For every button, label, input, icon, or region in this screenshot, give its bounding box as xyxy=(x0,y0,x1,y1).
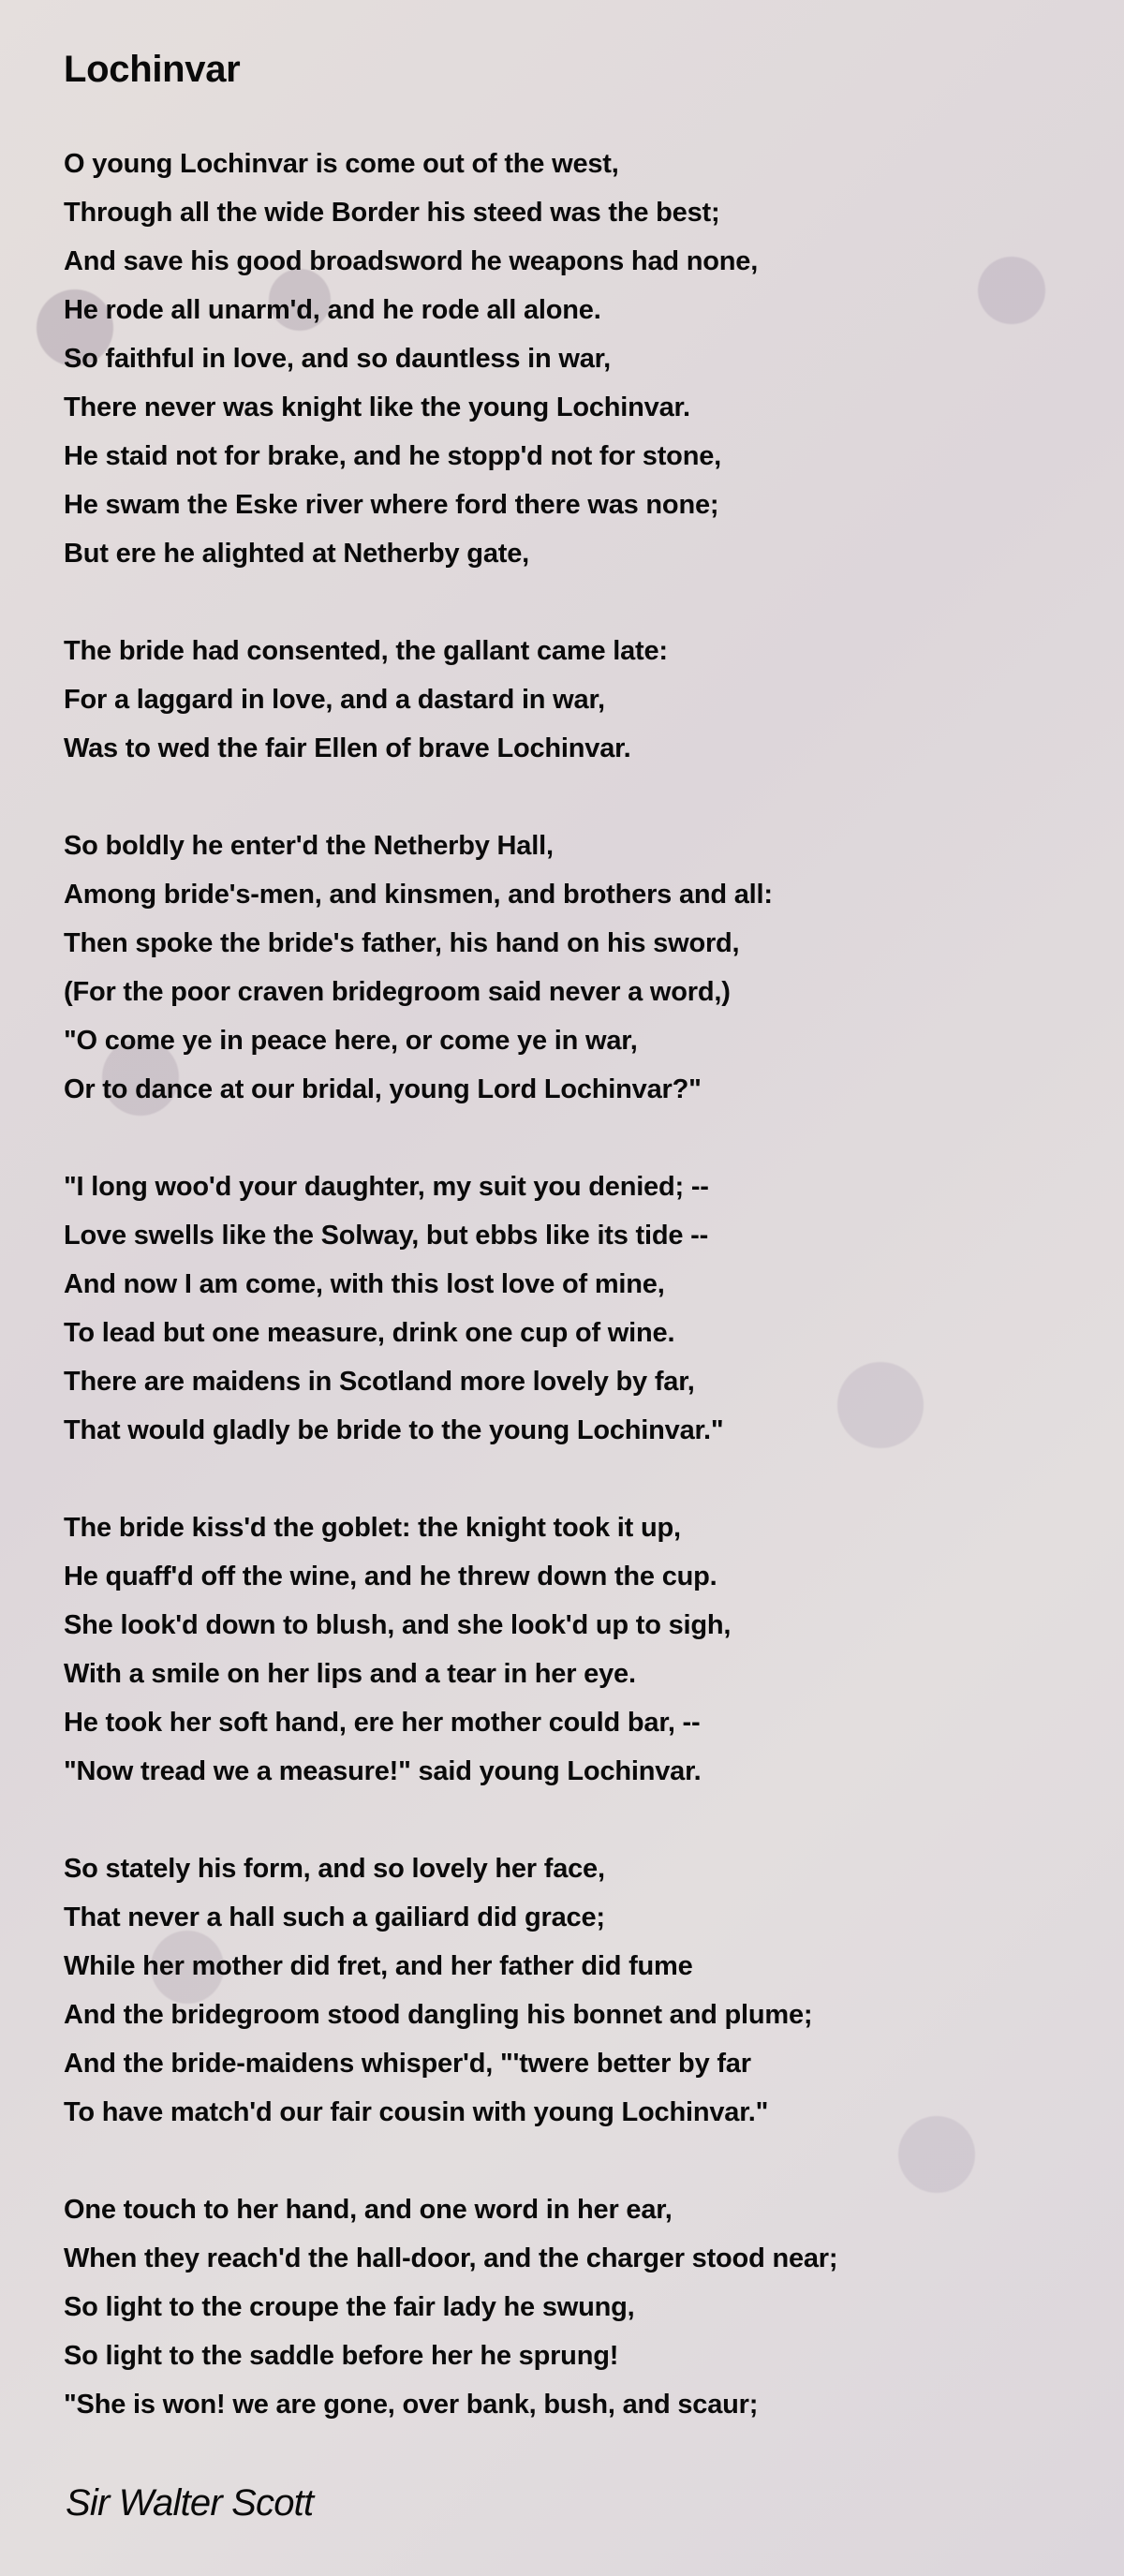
poem-line: So boldly he enter'd the Netherby Hall, xyxy=(64,831,554,861)
poem-line: He swam the Eske river where ford there was none; xyxy=(64,490,719,520)
poem-line: One touch to her hand, and one word in her ear, xyxy=(64,2195,673,2225)
stanza-7 xyxy=(64,2189,837,2433)
poem-line: "She is won! we are gone, over bank, bush, and scaur; xyxy=(64,2390,759,2420)
poem-line: O young Lochinvar is come out of the west, xyxy=(64,149,619,179)
poem-line: Or to dance at our bridal, young Lord Lochinvar?" xyxy=(64,1074,702,1104)
poem-line: "O come ye in peace here, or come ye in war, xyxy=(64,1026,638,1056)
poem-line: And now I am come, with this lost love of mine, xyxy=(64,1269,665,1299)
poem-line: So light to the croupe the fair lady he swung, xyxy=(64,2292,635,2322)
poem-line: For a laggard in love, and a dastard in war, xyxy=(64,685,605,715)
poem-line: So light to the saddle before her he sprung! xyxy=(64,2341,619,2371)
poem-line: And the bridegroom stood dangling his bonnet and plume; xyxy=(64,2000,813,2030)
poem-line: "I long woo'd your daughter, my suit you denied; -- xyxy=(64,1172,709,1202)
poem-line: He staid not for brake, and he stopp'd not for stone, xyxy=(64,441,721,471)
poem-line: He took her soft hand, ere her mother could bar, -- xyxy=(64,1708,701,1738)
poem-line: The bride kiss'd the goblet: the knight took it up, xyxy=(64,1513,681,1543)
stanza-3 xyxy=(64,825,837,1118)
poem-line: To lead but one measure, drink one cup of wine. xyxy=(64,1318,675,1348)
stanza-4 xyxy=(64,1166,837,1458)
poem-author: Sir Walter Scott xyxy=(66,2482,314,2524)
poem-line: Among bride's-men, and kinsmen, and brothers and all: xyxy=(64,880,773,910)
stanza-break xyxy=(64,1799,837,1848)
poem-line: Love swells like the Solway, but ebbs like its tide -- xyxy=(64,1221,709,1251)
poem-line: (For the poor craven bridegroom said never a word,) xyxy=(64,977,731,1007)
stanza-6 xyxy=(64,1848,837,2140)
poem-line: The bride had consented, the gallant came late: xyxy=(64,636,668,666)
poem-line: "Now tread we a measure!" said young Lochinvar. xyxy=(64,1756,702,1786)
poem-line: So stately his form, and so lovely her face, xyxy=(64,1854,605,1884)
poem-line: That never a hall such a gailiard did grace; xyxy=(64,1902,605,1932)
stanza-break xyxy=(64,1458,837,1507)
poem-line: He quaff'd off the wine, and he threw down the cup. xyxy=(64,1562,717,1591)
stanza-5 xyxy=(64,1507,837,1799)
poem-line: Then spoke the bride's father, his hand on his sword, xyxy=(64,928,740,958)
poem-line: While her mother did fret, and her father did fume xyxy=(64,1951,693,1981)
stanza-1 xyxy=(64,143,837,582)
poem-line: Was to wed the fair Ellen of brave Lochinvar. xyxy=(64,733,631,763)
poem-line: And the bride-maidens whisper'd, "'twere better by far xyxy=(64,2049,751,2079)
stanza-break xyxy=(64,582,837,630)
stanza-break xyxy=(64,777,837,825)
poem-line: Through all the wide Border his steed was the best; xyxy=(64,198,720,228)
stanza-break xyxy=(64,2140,837,2189)
stanza-break xyxy=(64,1118,837,1166)
poem-line: That would gladly be bride to the young Lochinvar." xyxy=(64,1415,724,1445)
poem-line: With a smile on her lips and a tear in her eye. xyxy=(64,1659,636,1689)
poem-line: But ere he alighted at Netherby gate, xyxy=(64,539,529,569)
poem-body xyxy=(64,143,837,2433)
poem-line: And save his good broadsword he weapons had none, xyxy=(64,246,759,276)
poem-line: There are maidens in Scotland more lovely by far, xyxy=(64,1367,695,1397)
poem-line: So faithful in love, and so dauntless in war, xyxy=(64,344,611,374)
stanza-2 xyxy=(64,630,837,777)
poem-line: He rode all unarm'd, and he rode all alone. xyxy=(64,295,601,325)
poem-line: There never was knight like the young Lochinvar. xyxy=(64,392,690,422)
poem-line: To have match'd our fair cousin with young Lochinvar." xyxy=(64,2097,769,2127)
poem-line: She look'd down to blush, and she look'd up to sigh, xyxy=(64,1610,732,1640)
poem-title: Lochinvar xyxy=(64,49,241,90)
poem-line: When they reach'd the hall-door, and the charger stood near; xyxy=(64,2243,838,2273)
